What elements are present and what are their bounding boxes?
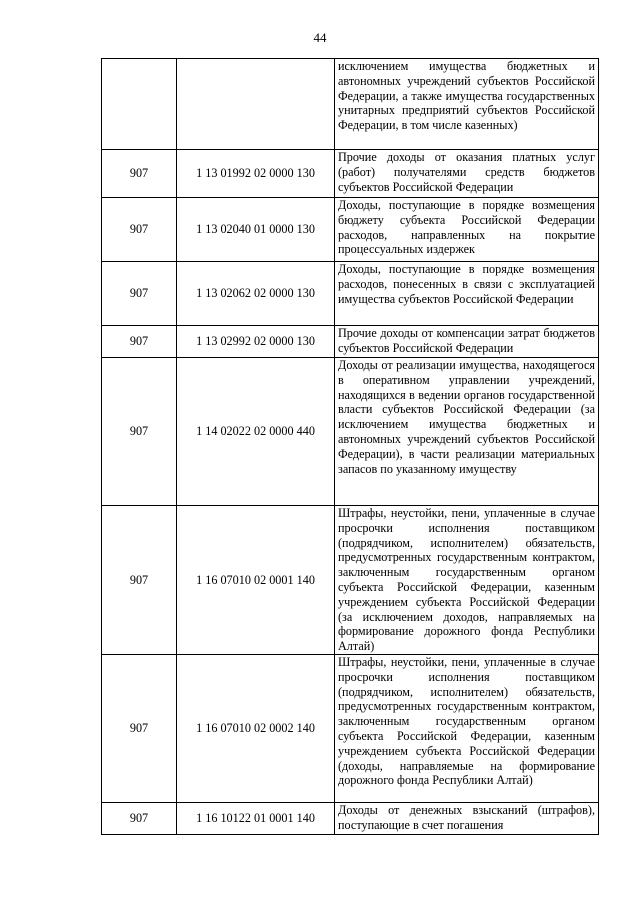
budget-code-cell: 1 16 10122 01 0001 140 xyxy=(177,802,335,834)
table-row xyxy=(102,59,599,150)
description-cell: Штрафы, неустойки, пени, уплаченные в случае просрочки исполнения поставщиком (подрядчиком, исполнителем) обязательств, предусмотренных государственным контрактом, заключенным государственным органом субъекта Российской Федерации, казенным учреждением субъекта Российской Федерации (за исключением доходов, направляемых на формирование дорожного фонда Республики Алтай) xyxy=(335,506,599,655)
table-row xyxy=(102,198,599,262)
admin-code-cell: 907 xyxy=(102,262,177,326)
table-row xyxy=(102,654,599,802)
budget-code-cell xyxy=(177,59,335,150)
budget-code-cell: 1 16 07010 02 0001 140 xyxy=(177,506,335,655)
admin-code-cell: 907 xyxy=(102,198,177,262)
admin-code-cell xyxy=(102,59,177,150)
admin-code-cell: 907 xyxy=(102,654,177,802)
table-row xyxy=(102,326,599,358)
description-cell: исключением имущества бюджетных и автономных учреждений субъектов Российской Федерации, а также имущества государственных унитарных предприятий субъектов Российской Федерации, в том числе казенных) xyxy=(335,59,599,150)
table-row xyxy=(102,802,599,834)
budget-code-cell: 1 13 02992 02 0000 130 xyxy=(177,326,335,358)
budget-code-cell: 1 13 02040 01 0000 130 xyxy=(177,198,335,262)
table-row xyxy=(102,150,599,198)
description-cell: Прочие доходы от оказания платных услуг (работ) получателями средств бюджетов субъектов Российской Федерации xyxy=(335,150,599,198)
description-cell: Прочие доходы от компенсации затрат бюджетов субъектов Российской Федерации xyxy=(335,326,599,358)
admin-code-cell: 907 xyxy=(102,802,177,834)
description-cell: Доходы от денежных взысканий (штрафов), поступающие в счет погашения xyxy=(335,802,599,834)
admin-code-cell: 907 xyxy=(102,150,177,198)
budget-code-cell: 1 14 02022 02 0000 440 xyxy=(177,358,335,506)
description-cell: Штрафы, неустойки, пени, уплаченные в случае просрочки исполнения поставщиком (подрядчиком, исполнителем) обязательств, предусмотренных государственным контрактом, заключенным государственным органом субъекта Российской Федерации, казенным учреждением субъекта Российской Федерации (доходы, направляемые на формирование дорожного фонда Республики Алтай) xyxy=(335,654,599,802)
page-number: 44 xyxy=(313,30,327,45)
table-row xyxy=(102,358,599,506)
admin-code-cell: 907 xyxy=(102,506,177,655)
admin-code-cell: 907 xyxy=(102,326,177,358)
budget-code-cell: 1 13 02062 02 0000 130 xyxy=(177,262,335,326)
description-cell: Доходы от реализации имущества, находящегося в оперативном управлении учреждений, находящихся в ведении органов государственной власти субъектов Российской Федерации (за исключением имущества бюджетных и автономных учреждений субъектов Российской Федерации), в части реализации материальных запасов по указанному имуществу xyxy=(335,358,599,506)
budget-code-cell: 1 16 07010 02 0002 140 xyxy=(177,654,335,802)
admin-code-cell: 907 xyxy=(102,358,177,506)
table-row xyxy=(102,506,599,655)
description-cell: Доходы, поступающие в порядке возмещения бюджету субъекта Российской Федерации расходов, направленных на покрытие процессуальных издержек xyxy=(335,198,599,262)
description-cell: Доходы, поступающие в порядке возмещения расходов, понесенных в связи с эксплуатацией имущества субъектов Российской Федерации xyxy=(335,262,599,326)
table-row xyxy=(102,262,599,326)
revenue-codes-table xyxy=(101,58,599,835)
budget-code-cell: 1 13 01992 02 0000 130 xyxy=(177,150,335,198)
